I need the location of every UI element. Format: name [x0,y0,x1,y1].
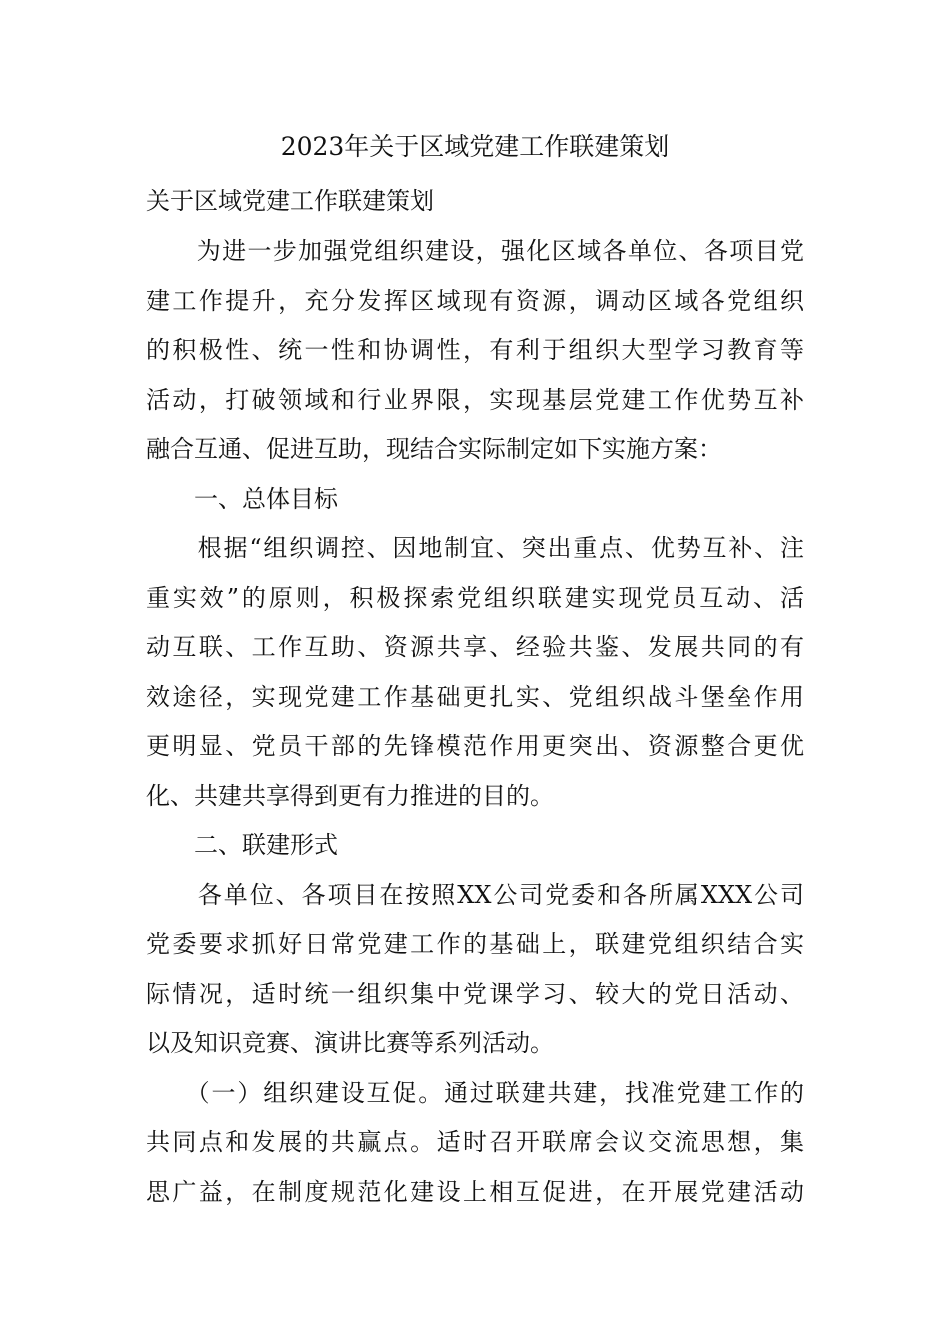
paragraph-line: 以及知识竞赛、演讲比赛等系列活动。 [146,1029,554,1057]
paragraph-line: 根据“组织调控、因地制宜、突出重点、优势互补、注 [146,534,804,562]
paragraph-line: 化、共建共享得到更有力推进的目的。 [146,782,554,810]
paragraph-line: 一、总体目标 [146,485,338,513]
document-subtitle: 关于区域党建工作联建策划 [146,187,434,215]
paragraph-line: 各单位、各项目在按照XX公司党委和各所属XXX公司 [146,881,804,909]
paragraph-line: （一）组织建设互促。通过联建共建，找准党建工作的 [146,1079,804,1107]
paragraph-line: 动互联、工作互助、资源共享、经验共鉴、发展共同的有 [146,633,804,661]
paragraph-line: 效途径，实现党建工作基础更扎实、党组织战斗堡垒作用 [146,683,804,711]
paragraph-line: 党委要求抓好日常党建工作的基础上，联建党组织结合实 [146,930,804,958]
paragraph-line: 的积极性、统一性和协调性，有利于组织大型学习教育等 [146,336,804,364]
paragraph-line: 建工作提升，充分发挥区域现有资源，调动区域各党组织 [146,287,804,315]
paragraph-line: 活动，打破领域和行业界限，实现基层党建工作优势互补 [146,386,804,414]
document-title: 2023年关于区域党建工作联建策划 [280,132,670,161]
paragraph-line: 为进一步加强党组织建设，强化区域各单位、各项目党 [146,237,804,265]
paragraph-line: 二、联建形式 [146,831,338,859]
paragraph-line: 融合互通、促进互助，现结合实际制定如下实施方案： [146,435,722,463]
paragraph-line: 共同点和发展的共赢点。适时召开联席会议交流思想，集 [146,1128,804,1156]
paragraph-line: 更明显、党员干部的先锋模范作用更突出、资源整合更优 [146,732,804,760]
paragraph-line: 思广益，在制度规范化建设上相互促进，在开展党建活动 [146,1178,804,1206]
paragraph-line: 际情况，适时统一组织集中党课学习、较大的党日活动、 [146,980,804,1008]
paragraph-line: 重实效”的原则，积极探索党组织联建实现党员互动、活 [146,584,804,612]
